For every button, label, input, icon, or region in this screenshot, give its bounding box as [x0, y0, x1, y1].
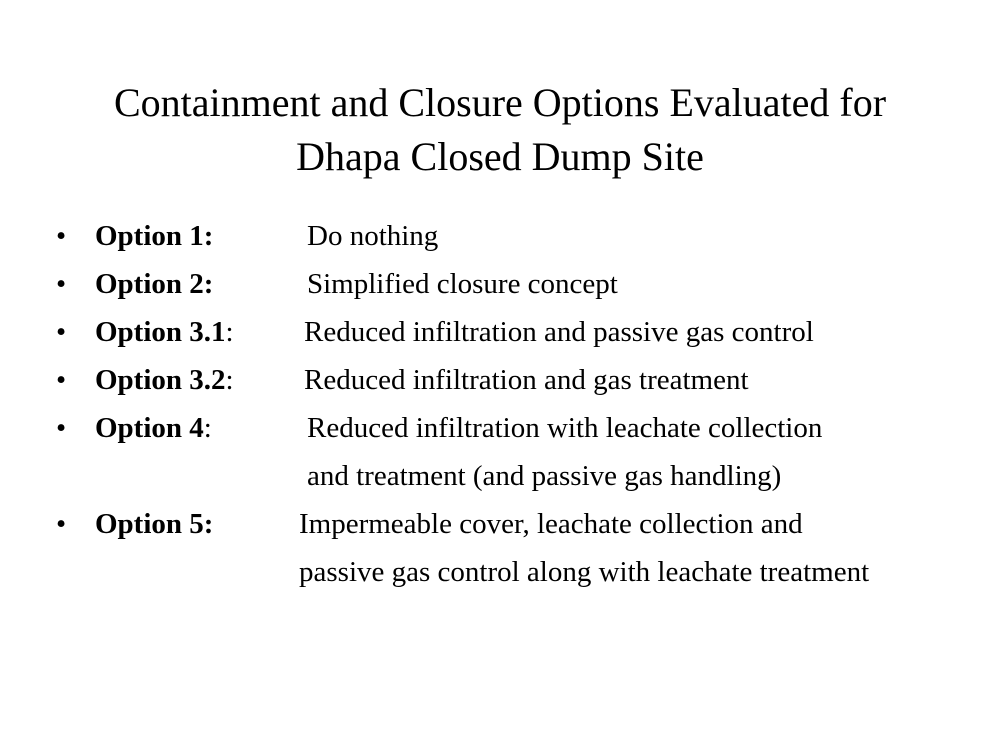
list-item-continuation: [0, 548, 1000, 596]
slide-title-line-1: Containment and Closure Options Evaluated for: [113, 80, 887, 125]
slide-title: [0, 76, 1000, 184]
bullet-icon: •: [56, 508, 67, 540]
option-description: Do nothing: [307, 220, 439, 252]
bullet-icon: •: [56, 364, 67, 396]
list-item-option-5: [0, 500, 1000, 548]
list-item-option-1: [0, 212, 1000, 260]
option-label: Option 4:: [95, 412, 212, 444]
option-description: Impermeable cover, leachate collection and: [299, 508, 803, 540]
options-list: [0, 212, 1000, 596]
option-label: Option 5:: [95, 508, 214, 540]
bullet-icon: •: [56, 220, 67, 252]
list-item-option-3-2: [0, 356, 1000, 404]
slide-title-line-2: Dhapa Closed Dump Site: [296, 134, 704, 179]
bullet-icon: •: [56, 412, 67, 444]
option-description-continued: passive gas control along with leachate treatment: [299, 556, 870, 588]
list-item-option-4: [0, 404, 1000, 452]
option-description: Reduced infiltration with leachate collection: [307, 412, 823, 444]
bullet-icon: •: [56, 268, 67, 300]
list-item-continuation: [0, 452, 1000, 500]
bullet-icon: •: [56, 316, 67, 348]
option-label: Option 1:: [95, 220, 214, 252]
option-label: Option 3.1:: [95, 316, 234, 348]
list-item-option-3-1: [0, 308, 1000, 356]
option-description: Simplified closure concept: [307, 268, 618, 300]
option-description: Reduced infiltration and gas treatment: [304, 364, 749, 396]
option-description-continued: and treatment (and passive gas handling): [307, 460, 782, 492]
list-item-option-2: [0, 260, 1000, 308]
option-description: Reduced infiltration and passive gas control: [304, 316, 814, 348]
option-label: Option 3.2:: [95, 364, 234, 396]
option-label: Option 2:: [95, 268, 214, 300]
